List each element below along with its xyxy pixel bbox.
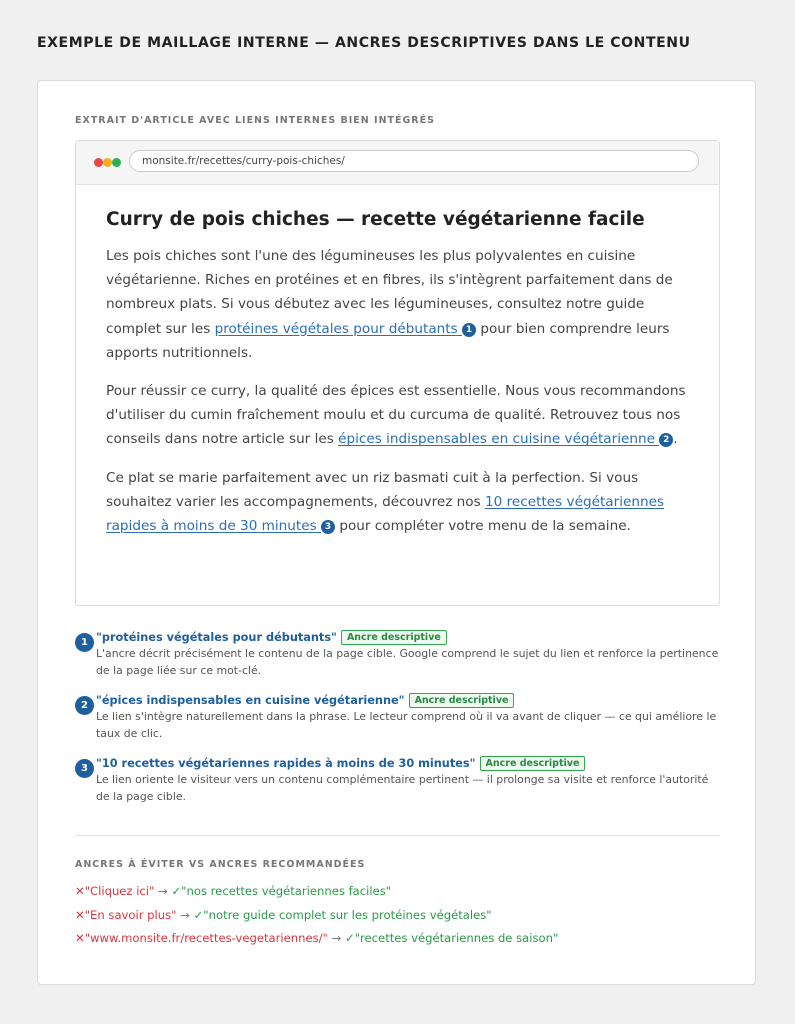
article-paragraph-1: Les pois chiches sont l'une des légumineuses les plus polyvalentes en cuisine végétarienne. Riches en protéines et en fibres, ils s'intègrent parfaitement dans de nombreux plats. Si vous débutez avec les légumineuses, consultez notre guide complet sur les protéines végétales pour débutants 1 pour bien comprendre leurs apports nutritionnels. (106, 248, 673, 361)
note-number-badge: 1 (75, 633, 94, 652)
note-heading (96, 693, 720, 709)
window-close-dot (94, 158, 103, 167)
note-anchor-text: "10 recettes végétariennes rapides à moins de 30 minutes" (96, 757, 476, 770)
note-heading (96, 630, 720, 646)
internal-link-3[interactable]: 10 recettes végétariennes rapides à moins de 30 minutes 3 (106, 493, 665, 535)
note-anchor-text: "protéines végétales pour débutants" (96, 631, 337, 644)
internal-link-2[interactable]: épices indispensables en cuisine végétarienne 2 (338, 431, 673, 447)
example-card (37, 80, 756, 985)
link-notes-list (75, 630, 720, 819)
browser-mockup (75, 140, 720, 606)
note-number-badge: 2 (75, 696, 94, 715)
recommended-anchor: "notre guide complet sur les protéines végétales" (203, 907, 492, 922)
anchor-comparison-row (75, 883, 720, 899)
page-title: EXEMPLE DE MAILLAGE INTERNE — ANCRES DESCRIPTIVES DANS LE CONTENU (37, 35, 691, 51)
link-note (75, 630, 720, 679)
note-number-badge: 3 (75, 759, 94, 778)
descriptive-anchor-tag: Ancre descriptive (480, 756, 586, 771)
check-icon: ✓ (344, 931, 355, 945)
anchor-comparison-list (75, 883, 720, 954)
anchor-comparison-row (75, 907, 720, 923)
browser-toolbar (76, 141, 719, 185)
link-note (75, 693, 720, 742)
note-explanation: Le lien oriente le visiteur vers un contenu complémentaire pertinent — il prolonge sa visite et renforce l'autorité de la page cible. (96, 773, 709, 803)
arrow-right-icon: → (158, 884, 168, 898)
anchor-comparison-row (75, 930, 720, 946)
check-icon: ✓ (171, 884, 182, 898)
anchor-to-avoid: "Cliquez ici" (84, 884, 155, 898)
section-divider (75, 835, 720, 836)
cross-icon: ✕ (75, 931, 85, 945)
note-explanation: L'ancre décrit précisément le contenu de la page cible. Google comprend le sujet du lien et renforce la pertinence de la page liée sur ce mot-clé. (96, 647, 719, 677)
cross-icon: ✕ (75, 884, 85, 898)
recommended-anchor: "recettes végétariennes de saison" (354, 931, 559, 945)
comparison-section-label: ANCRES À ÉVITER VS ANCRES RECOMMANDÉES (75, 859, 366, 870)
anchor-to-avoid: "En savoir plus" (84, 907, 177, 922)
note-heading (96, 756, 720, 772)
arrow-right-icon: → (331, 931, 342, 945)
article-paragraph-3: Ce plat se marie parfaitement avec un riz basmati cuit à la perfection. Si vous souhaitez varier les accompagnements, découvrez nos 10 recettes végétariennes rapides à moins de 30 minutes 3 pour compléter votre menu de la semaine. (106, 469, 665, 535)
article-title: Curry de pois chiches — recette végétarienne facile (106, 209, 645, 230)
link-note (75, 756, 720, 805)
check-icon: ✓ (193, 907, 204, 922)
excerpt-section-label: EXTRAIT D'ARTICLE AVEC LIENS INTERNES BIEN INTÉGRÉS (75, 115, 435, 126)
window-maximize-dot (112, 158, 121, 167)
note-explanation: Le lien s'intègre naturellement dans la phrase. Le lecteur comprend où il va avant de cliquer — ce qui améliore le taux de clic. (96, 710, 717, 740)
descriptive-anchor-tag: Ancre descriptive (409, 693, 515, 708)
link-badge-1: 1 (462, 323, 476, 337)
address-bar[interactable]: monsite.fr/recettes/curry-pois-chiches/ (129, 150, 699, 172)
note-anchor-text: "épices indispensables en cuisine végétarienne" (96, 694, 405, 707)
descriptive-anchor-tag: Ancre descriptive (341, 630, 447, 645)
internal-link-1[interactable]: protéines végétales pour débutants 1 (215, 321, 476, 337)
cross-icon: ✕ (75, 907, 85, 922)
anchor-to-avoid: "www.monsite.fr/recettes-vegetariennes/" (84, 931, 328, 945)
article-paragraph-2: Pour réussir ce curry, la qualité des épices est essentielle. Nous vous recommandons d'utiliser du cumin fraîchement moulu et du curcuma de qualité. Retrouvez tous nos conseils dans notre article sur les épices indispensables en cuisine végétarienne 2 . (106, 383, 686, 448)
recommended-anchor: "nos recettes végétariennes faciles" (181, 884, 392, 898)
link-badge-3: 3 (321, 520, 335, 534)
window-minimize-dot (103, 158, 112, 167)
article-content (106, 209, 696, 552)
arrow-right-icon: → (180, 907, 190, 922)
link-badge-2: 2 (659, 433, 673, 447)
